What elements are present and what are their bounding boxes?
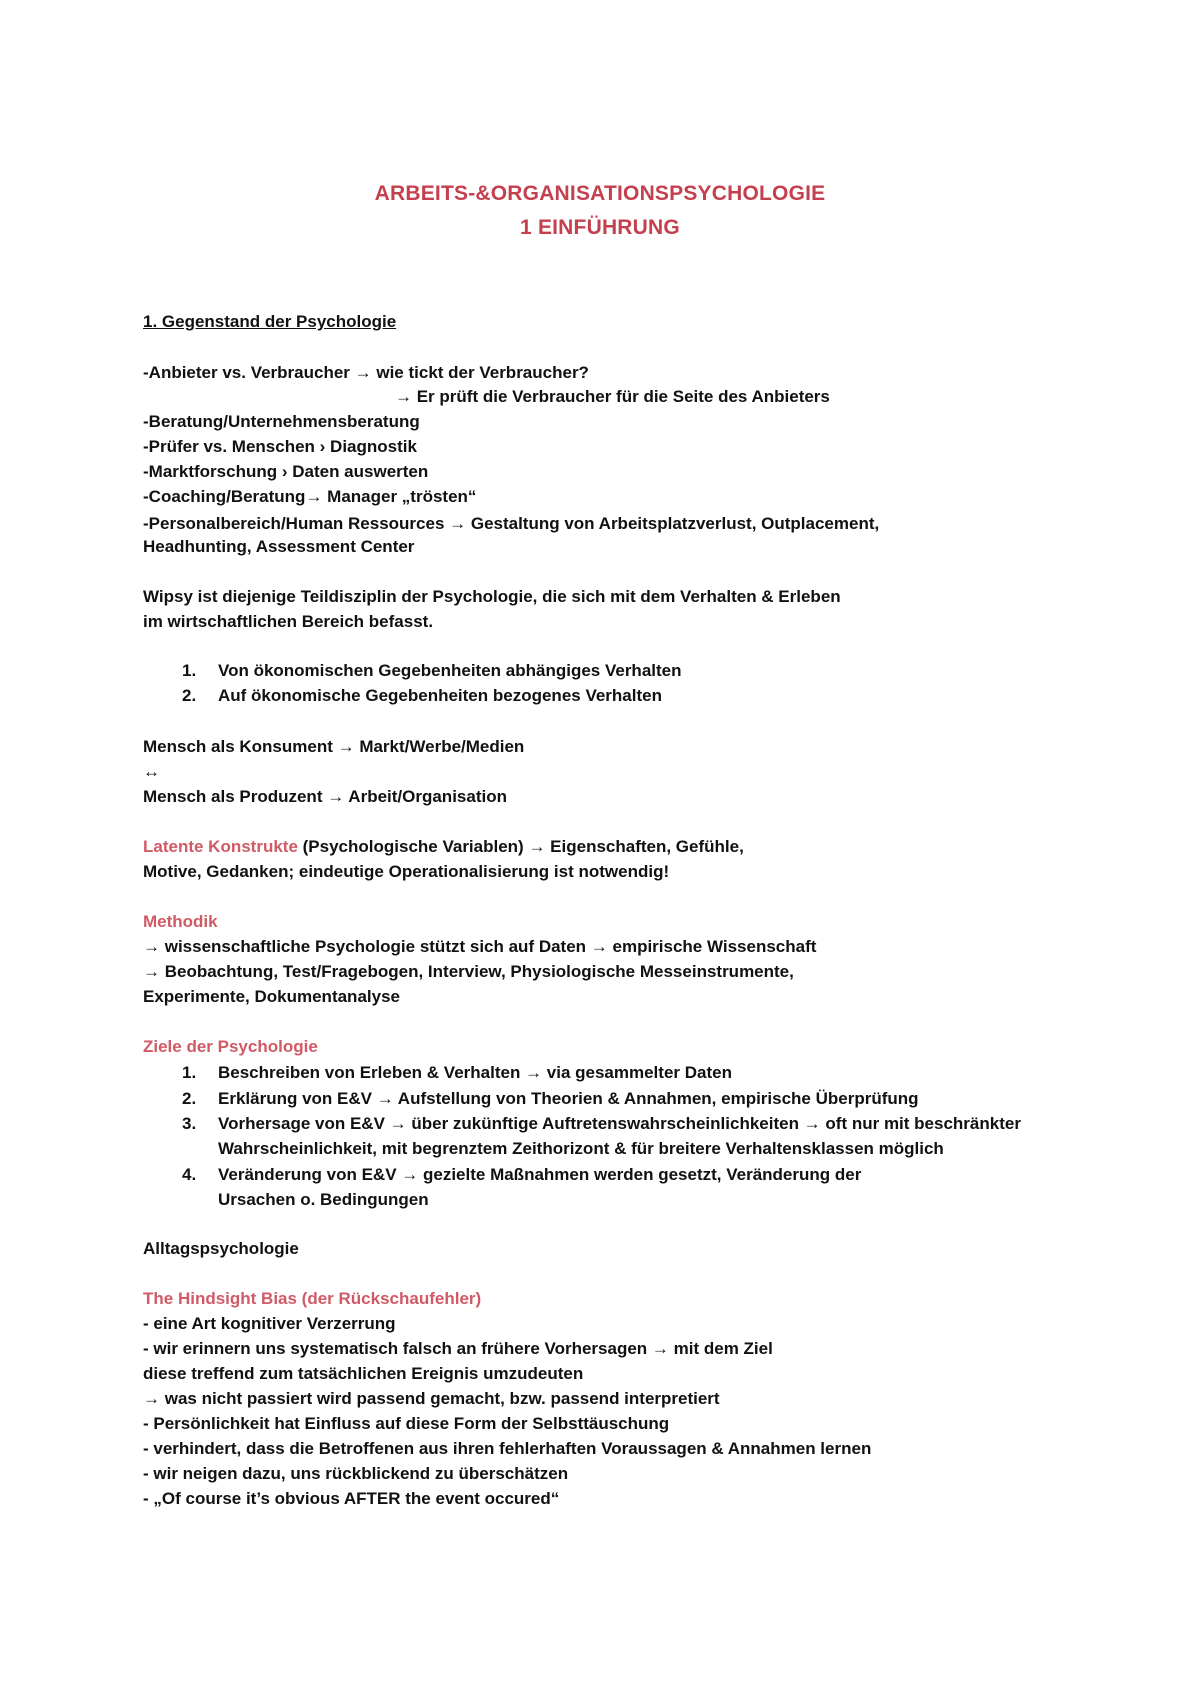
document-title: ARBEITS-&ORGANISATIONSPSYCHOLOGIE [374, 182, 826, 205]
latent-text: (Psychologische Variablen) → Eigenschaften, Gefühle, [297, 837, 744, 856]
section-heading-gegenstand: 1. Gegenstand der Psychologie [143, 312, 397, 331]
paragraph-line: - eine Art kognitiver Verzerrung [143, 1314, 396, 1333]
list-item: Vorhersage von E&V → über zukünftige Auftretenswahrscheinlichkeiten → oft nur mit beschränkter [218, 1114, 1021, 1133]
paragraph-line: → wissenschaftliche Psychologie stützt sich auf Daten → empirische Wissenschaft [143, 937, 817, 956]
list-item-continued: Ursachen o. Bedingungen [218, 1190, 429, 1209]
list-number: 1. [182, 1063, 197, 1082]
list-number: 2. [182, 686, 197, 705]
bullet-line: -Beratung/Unternehmensberatung [143, 412, 420, 431]
list-item: Erklärung von E&V → Aufstellung von Theorien & Annahmen, empirische Überprüfung [218, 1089, 919, 1108]
paragraph-line: Mensch als Produzent → Arbeit/Organisation [143, 787, 507, 806]
bullet-line: Headhunting, Assessment Center [143, 537, 415, 556]
bullet-line: -Coaching/Beratung→ Manager „trösten“ [143, 487, 477, 506]
latent-line [143, 836, 744, 858]
list-item: Veränderung von E&V → gezielte Maßnahmen werden gesetzt, Veränderung der [218, 1165, 862, 1184]
bullet-line: -Anbieter vs. Verbraucher → wie tickt der Verbraucher? [143, 363, 589, 382]
paragraph-line: Mensch als Konsument → Markt/Werbe/Medien [143, 737, 525, 756]
bullet-line: -Personalbereich/Human Ressources → Gestaltung von Arbeitsplatzverlust, Outplacement, [143, 514, 880, 533]
list-item: Beschreiben von Erleben & Verhalten → via gesammelter Daten [218, 1063, 732, 1082]
bullet-line: -Prüfer vs. Menschen › Diagnostik [143, 437, 417, 456]
ziele-heading: Ziele der Psychologie [143, 1037, 318, 1056]
paragraph-line: - Persönlichkeit hat Einfluss auf diese Form der Selbsttäuschung [143, 1414, 670, 1433]
list-number: 3. [182, 1114, 197, 1133]
list-item: Von ökonomischen Gegebenheiten abhängiges Verhalten [218, 661, 682, 680]
paragraph-line: Wipsy ist diejenige Teildisziplin der Psychologie, die sich mit dem Verhalten & Erleben [143, 587, 841, 606]
document-subtitle: 1 EINFÜHRUNG [520, 216, 680, 239]
paragraph-line: - verhindert, dass die Betroffenen aus ihren fehlerhaften Voraussagen & Annahmen lernen [143, 1439, 872, 1458]
double-arrow: ↔ [143, 762, 160, 781]
bullet-line: -Marktforschung › Daten auswerten [143, 462, 429, 481]
methodik-heading: Methodik [143, 912, 218, 931]
hindsight-heading: The Hindsight Bias (der Rückschaufehler) [143, 1289, 482, 1308]
paragraph-line: - „Of course it’s obvious AFTER the event occured“ [143, 1489, 560, 1508]
paragraph-line: → Beobachtung, Test/Fragebogen, Interview, Physiologische Messeinstrumente, [143, 962, 794, 981]
list-item-continued: Wahrscheinlichkeit, mit begrenztem Zeithorizont & für breitere Verhaltensklassen möglich [218, 1139, 944, 1158]
list-number: 2. [182, 1089, 197, 1108]
list-number: 1. [182, 661, 197, 680]
paragraph-line: Motive, Gedanken; eindeutige Operationalisierung ist notwendig! [143, 862, 670, 881]
paragraph-line: → was nicht passiert wird passend gemacht, bzw. passend interpretiert [143, 1389, 720, 1408]
list-number: 4. [182, 1165, 197, 1184]
paragraph-line: Experimente, Dokumentanalyse [143, 987, 400, 1006]
latent-label: Latente Konstrukte [143, 837, 298, 856]
paragraph-line: - wir neigen dazu, uns rückblickend zu überschätzen [143, 1464, 569, 1483]
alltag-heading: Alltagspsychologie [143, 1239, 299, 1258]
paragraph-line: im wirtschaftlichen Bereich befasst. [143, 612, 434, 631]
bullet-line: → Er prüft die Verbraucher für die Seite des Anbieters [395, 387, 830, 406]
paragraph-line: diese treffend zum tatsächlichen Ereignis umzudeuten [143, 1364, 584, 1383]
paragraph-line: - wir erinnern uns systematisch falsch an frühere Vorhersagen → mit dem Ziel [143, 1339, 773, 1358]
list-item: Auf ökonomische Gegebenheiten bezogenes Verhalten [218, 686, 662, 705]
